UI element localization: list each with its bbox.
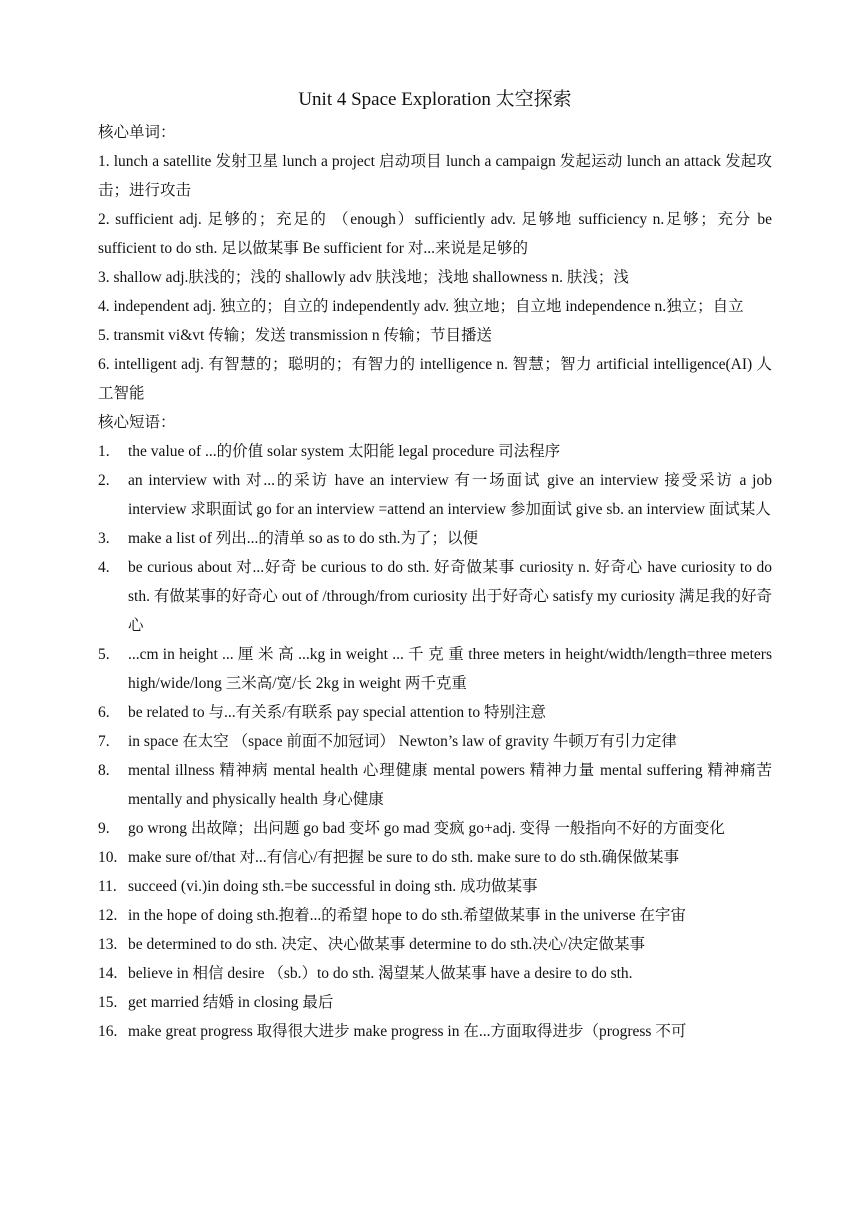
phrase-text: get married 结婚 in closing 最后 — [128, 994, 334, 1011]
phrase-number: 16. — [98, 1023, 118, 1040]
phrase-item — [98, 756, 772, 814]
phrase-number: 2. — [98, 472, 110, 489]
phrase-text: the value of ...的价值 solar system 太阳能 legal procedure 司法程序 — [128, 443, 561, 460]
phrase-number: 13. — [98, 936, 118, 953]
phrase-item — [98, 901, 772, 930]
phrase-item — [98, 640, 772, 698]
phrase-item — [98, 988, 772, 1017]
page-title: Unit 4 Space Exploration 太空探索 — [298, 89, 572, 110]
phrase-item — [98, 524, 772, 553]
phrase-text: be curious about 对...好奇 be curious to do sth. 好奇做某事 curiosity n. 好奇心 have curiosity to do sth. 有做某事的好奇心 out of /through/from curiosity 出于好奇心 satisfy my curiosity 满足我的好奇心 — [128, 559, 772, 634]
phrase-number: 1. — [98, 443, 110, 460]
phrase-number: 15. — [98, 994, 118, 1011]
phrase-text: be determined to do sth. 决定、决心做某事 determine to do sth.决心/决定做某事 — [128, 936, 646, 953]
phrase-text: make a list of 列出...的清单 so as to do sth.为了；以便 — [128, 530, 479, 547]
phrase-item — [98, 553, 772, 640]
phrase-text: make great progress 取得很大进步 make progress in 在...方面取得进步（progress 不可 — [128, 1023, 687, 1040]
phrase-item — [98, 843, 772, 872]
phrase-item — [98, 727, 772, 756]
phrase-item — [98, 872, 772, 901]
phrase-text: be related to 与...有关系/有联系 pay special attention to 特别注意 — [128, 704, 546, 721]
phrase-text: ...cm in height ... 厘 米 高 ...kg in weight ... 千 克 重 three meters in height/width/length=three meters high/wide/long 三米高/宽/长 2kg in weight 两千克重 — [128, 646, 772, 692]
vocab-item: 5. transmit vi&vt 传输；发送 transmission n 传输；节目播送 — [98, 327, 492, 344]
phrase-number: 12. — [98, 907, 118, 924]
vocab-list — [98, 147, 772, 408]
phrase-number: 4. — [98, 559, 110, 576]
phrase-number: 3. — [98, 530, 110, 547]
phrase-text: go wrong 出故障；出问题 go bad 变坏 go mad 变疯 go+adj. 变得 一般指向不好的方面变化 — [128, 820, 725, 837]
vocab-item: 3. shallow adj.肤浅的；浅的 shallowly adv 肤浅地；浅地 shallowness n. 肤浅；浅 — [98, 269, 629, 286]
vocab-heading: 核心单词： — [98, 124, 176, 141]
phrase-number: 6. — [98, 704, 110, 721]
phrase-item — [98, 959, 772, 988]
phrase-item — [98, 814, 772, 843]
phrase-item — [98, 466, 772, 524]
phrase-text: succeed (vi.)in doing sth.=be successful in doing sth. 成功做某事 — [128, 878, 538, 895]
phrase-number: 7. — [98, 733, 110, 750]
phrase-number: 14. — [98, 965, 118, 982]
phrase-item — [98, 930, 772, 959]
vocab-item: 4. independent adj. 独立的；自立的 independently adv. 独立地；自立地 independence n.独立；自立 — [98, 298, 744, 315]
phrase-list — [98, 437, 772, 1046]
vocab-item: 6. intelligent adj. 有智慧的；聪明的；有智力的 intelligence n. 智慧；智力 artificial intelligence(AI) 人工智能 — [98, 356, 772, 402]
phrase-text: an interview with 对...的采访 have an interview 有一场面试 give an interview 接受采访 a job interview 求职面试 go for an interview =attend an interview 参加面试 give sb. an interview 面试某人 — [128, 472, 772, 518]
phrase-number: 11. — [98, 878, 117, 895]
phrase-number: 10. — [98, 849, 118, 866]
phrase-text: in space 在太空 （space 前面不加冠词） Newton’s law of gravity 牛顿万有引力定律 — [128, 733, 677, 750]
phrase-number: 5. — [98, 646, 110, 663]
phrase-text: make sure of/that 对...有信心/有把握 be sure to do sth. make sure to do sth.确保做某事 — [128, 849, 680, 866]
phrase-heading: 核心短语： — [98, 414, 176, 431]
phrase-text: in the hope of doing sth.抱着...的希望 hope to do sth.希望做某事 in the universe 在宇宙 — [128, 907, 686, 924]
vocab-item: 2. sufficient adj. 足够的；充足的 （enough）sufficiently adv. 足够地 sufficiency n.足够；充分 be sufficient to do sth. 足以做某事 Be sufficient for 对...来说是足够的 — [98, 211, 772, 257]
phrase-item — [98, 1017, 772, 1046]
phrase-number: 9. — [98, 820, 110, 837]
phrase-number: 8. — [98, 762, 110, 779]
phrase-item — [98, 437, 772, 466]
phrase-text: mental illness 精神病 mental health 心理健康 mental powers 精神力量 mental suffering 精神痛苦 mentally and physically health 身心健康 — [128, 762, 772, 808]
vocab-item: 1. lunch a satellite 发射卫星 lunch a project 启动项目 lunch a campaign 发起运动 lunch an attack 发起攻击；进行攻击 — [98, 153, 772, 199]
phrase-text: believe in 相信 desire （sb.）to do sth. 渴望某人做某事 have a desire to do sth. — [128, 965, 633, 982]
phrase-item — [98, 698, 772, 727]
